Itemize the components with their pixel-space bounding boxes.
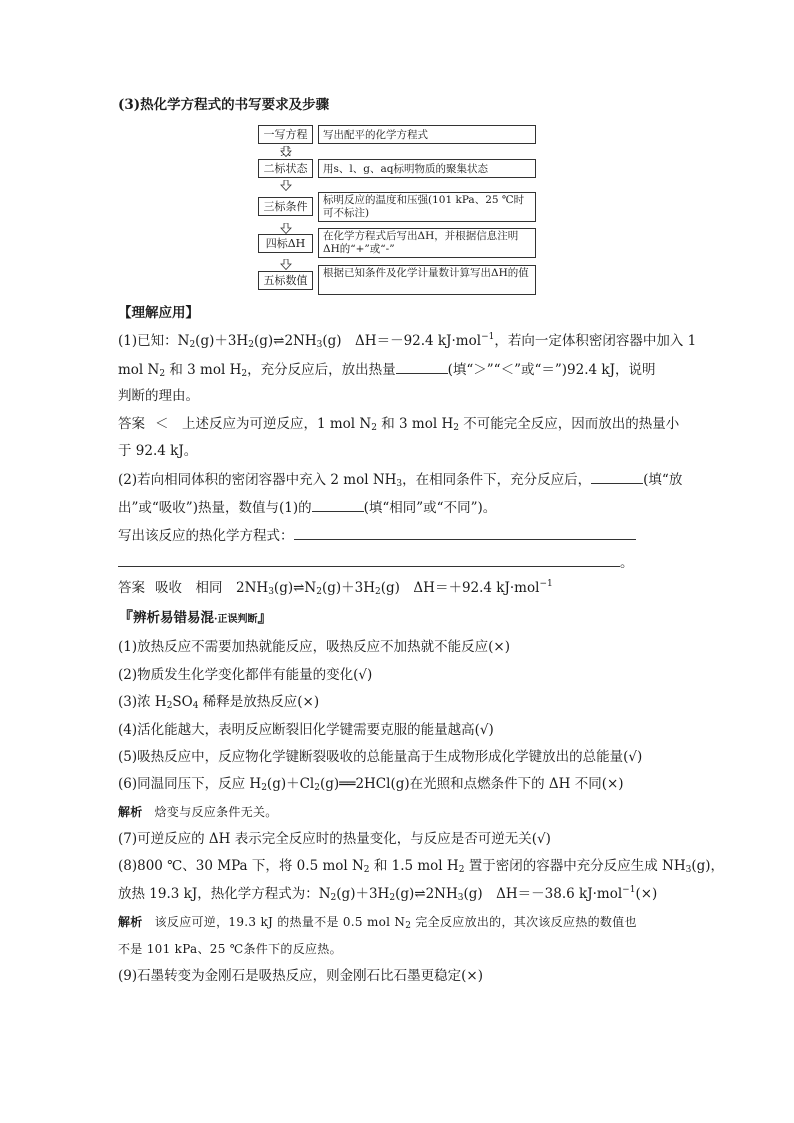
down-arrow-icon — [280, 146, 292, 157]
q1-line-2: mol $N_2$ 和 3 mol $H_2$，充分反应后，放出热量 (填“＞”“＜”或“＝”)92.4 kJ，说明 — [118, 359, 656, 380]
judge-item-8-analysis: 解析 该反应可逆，19.3 kJ 的热量不是 0.5 mol $N_2$ 完全反应放出的，其次该反应热的数值也 — [118, 915, 637, 931]
judge-item-8-analysis-line-2: 不是 101 kPa、25 ℃条件下的反应热。 — [118, 942, 342, 956]
judge-item-1: (1)放热反应不需要加热就能反应，吸热反应不加热就不能反应(×) — [118, 639, 510, 655]
q2-line-2: 出”或“吸收”)热量，数值与(1)的 (填“相同”或“不同”)。 — [118, 497, 496, 518]
flow-step-desc: 标明反应的温度和压强(101 kPa、25 ℃时可不标注) — [318, 192, 536, 222]
flow-diagram — [258, 125, 538, 297]
answer-blank[interactable] — [312, 497, 364, 512]
flow-step-label: 三标条件 — [258, 197, 313, 216]
flow-step-desc: 根据已知条件及化学计量数计算写出ΔH的值 — [318, 265, 536, 295]
down-arrow-icon — [280, 180, 292, 191]
reversible-arrow-icon: ⇌ — [414, 886, 426, 902]
section-heading: (3)热化学方程式的书写要求及步骤 — [118, 97, 330, 113]
equals-arrow-icon: ══ — [339, 776, 356, 792]
flow-step-label: 二标状态 — [258, 159, 313, 178]
flow-step-desc: 用s、l、g、aq标明物质的聚集状态 — [318, 159, 536, 178]
down-arrow-icon — [280, 259, 292, 270]
answer-blank[interactable] — [591, 469, 643, 484]
judge-item-9: (9)石墨转变为金刚石是吸热反应，则金刚石比石墨更稳定(×) — [118, 968, 483, 984]
answer-blank[interactable] — [396, 359, 448, 374]
answer-blank[interactable] — [294, 525, 636, 540]
judge-item-7: (7)可逆反应的 ΔH 表示完全反应时的热量变化，与反应是否可逆无关(√) — [118, 831, 551, 847]
q2-answer: 答案 吸收 相同 $2NH_3(g)\rightleftharpoons N_2(g)+3H_2(g)$ ΔH＝＋92.4 kJ·mol$^{-1}$ — [118, 579, 553, 597]
judge-item-8: (8)800 ℃、30 MPa 下，将 0.5 mol $N_2$ 和 1.5 mol $H_2$ 置于密闭的容器中充分反应生成 $NH_3(g)$， — [118, 858, 725, 875]
flow-step-label: 一写方程 — [258, 125, 313, 144]
flow-step-desc: 在化学方程式后写出ΔH，并根据信息注明ΔH的“+”或“-” — [318, 228, 536, 258]
down-arrow-icon — [280, 223, 292, 234]
judge-item-6-analysis: 解析 焓变与反应条件无关。 — [118, 805, 278, 819]
q2-line-4: 。 — [118, 552, 634, 573]
judge-item-5: (5)吸热反应中，反应物化学键断裂吸收的总能量高于生成物形成化学键放出的总能量(√) — [118, 749, 643, 765]
q1-answer: 答案 ＜ 上述反应为可逆反应，1 mol $N_2$ 和 3 mol $H_2$ 不可能完全反应，因而放出的热量小 — [118, 416, 680, 433]
flow-step-desc: 写出配平的化学方程式 — [318, 125, 536, 144]
q1-answer-line-2: 于 92.4 kJ。 — [118, 443, 198, 459]
apply-title: 【理解应用】 — [118, 305, 199, 321]
q2-line-3: 写出该反应的热化学方程式： — [118, 525, 636, 546]
flow-step-label: 四标ΔH — [258, 234, 313, 253]
judge-item-4: (4)活化能越大，表明反应断裂旧化学键需要克服的能量越高(√) — [118, 722, 494, 738]
reversible-arrow-icon: ⇌ — [273, 333, 285, 349]
judge-item-6: (6)同温同压下，反应 $H_2(g)+Cl_2(g)══2HCl(g)$在光照和点燃条件下的 ΔH 不同(×) — [118, 776, 624, 793]
reversible-arrow-icon: ⇌ — [293, 580, 305, 596]
judge-item-8-line-2: 放热 19.3 kJ，热化学方程式为：$N_2(g)+3H_2(g)\rightleftharpoons 2NH_3(g)$ ΔH＝－38.6 kJ·mol$^{-1}$(×) — [118, 885, 658, 903]
q1-line-1: (1)已知：$N_2(g)+3H_2(g)\rightleftharpoons 2NH_3(g)$ ΔH＝－92.4 kJ·mol$^{-1}$，若向一定体积密闭容器中加入 1 — [118, 332, 697, 350]
q2-line-1: (2)若向相同体积的密闭容器中充入 2 mol $NH_3$，在相同条件下，充分反应后， (填“放 — [118, 469, 682, 490]
judge-item-2: (2)物质发生化学变化都伴有能量的变化(√) — [118, 667, 373, 683]
flow-step-label: 五标数值 — [258, 271, 313, 290]
answer-blank[interactable] — [118, 552, 620, 567]
judge-title: 『辨析易错易混·正误判断』 — [118, 608, 273, 626]
judge-item-3: (3)浓 $H_2SO_4$ 稀释是放热反应(×) — [118, 694, 320, 711]
q1-line-3: 判断的理由。 — [118, 388, 199, 404]
